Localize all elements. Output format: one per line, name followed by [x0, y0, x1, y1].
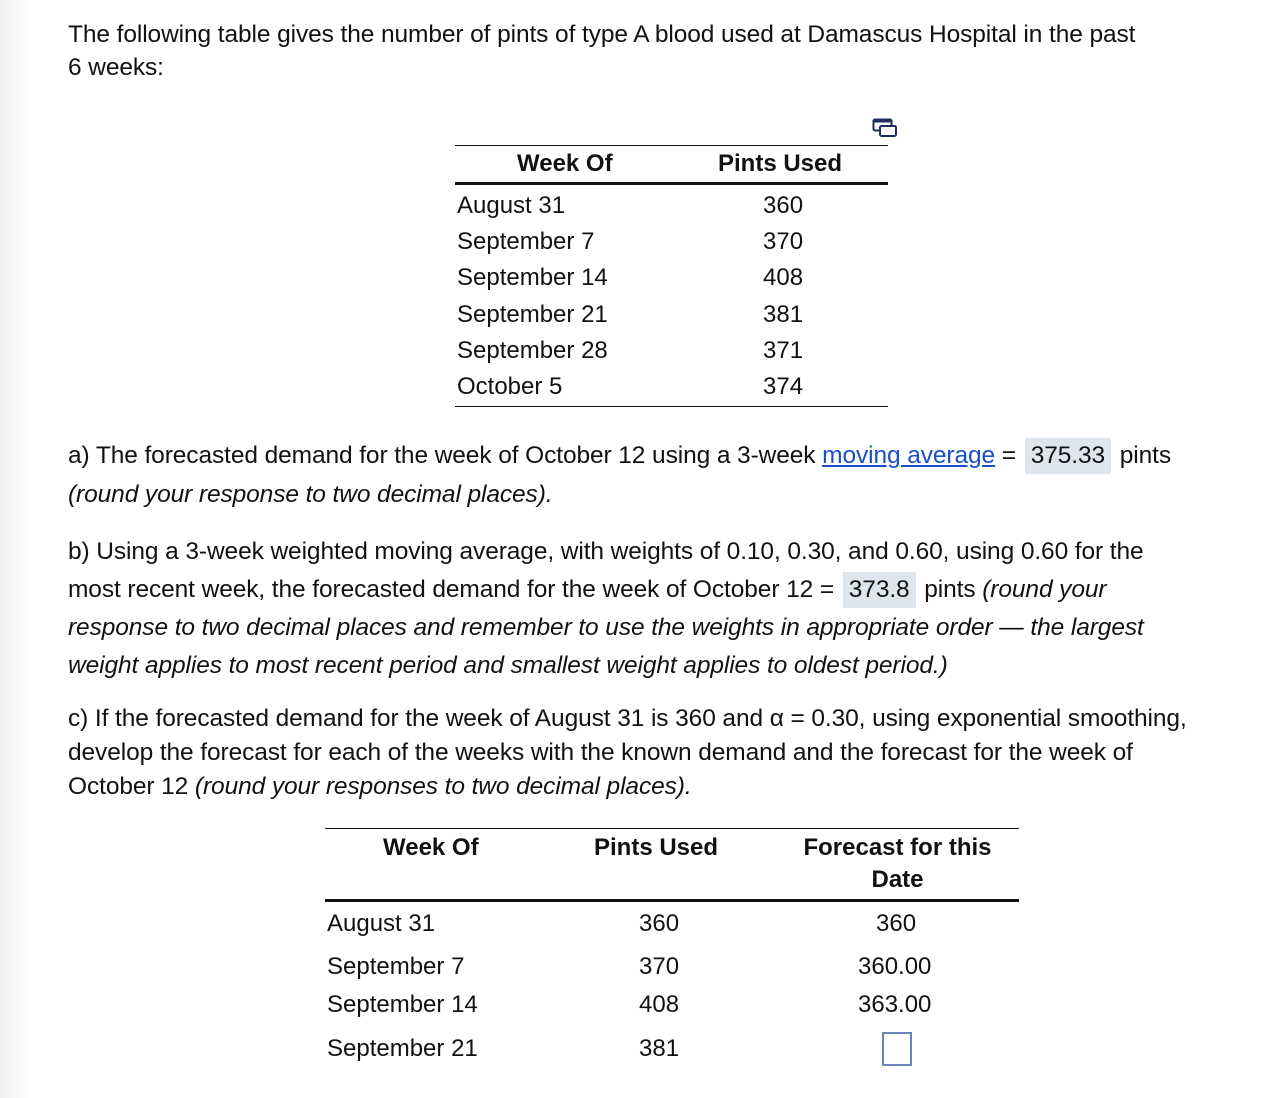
table-header: [455, 145, 888, 185]
part-c-line-1: c) If the forecasted demand for the week of August 31 is 360 and α = 0.30, using exponential smoothing,: [68, 705, 1187, 732]
table-row: [455, 225, 888, 261]
week-cell: September 7: [327, 953, 465, 980]
table-bottom-rule: [455, 406, 888, 407]
intro-text: [68, 18, 1248, 84]
header-forecast-line-1: Forecast for this: [803, 834, 992, 861]
week-cell: September 28: [457, 336, 608, 364]
pints-cell: 374: [763, 372, 804, 400]
moving-average-link[interactable]: moving average: [822, 442, 996, 469]
pints-cell: 360: [763, 192, 804, 219]
part-a-question: [68, 436, 1258, 514]
week-cell: September 14: [457, 264, 608, 292]
table-header: [325, 828, 1019, 902]
part-b-line-2: most recent week, the forecasted demand for the week of October 12 =: [68, 576, 841, 603]
part-c-note: (round your responses to two decimal places).: [194, 773, 692, 800]
forecast-cell: 363.00: [858, 991, 932, 1018]
table-row: [455, 334, 888, 370]
intro-line-2: 6 weeks:: [68, 54, 164, 81]
week-cell: October 5: [457, 372, 563, 400]
part-c-question: [68, 702, 1278, 804]
part-b-dash: —: [992, 614, 1031, 641]
table-row: [455, 298, 888, 334]
forecast-cell: 360: [876, 910, 917, 937]
part-b-answer[interactable]: 373.8: [843, 572, 916, 608]
intro-line-1: The following table gives the number of pints of type A blood used at Damascus Hospital in the past: [68, 21, 1136, 48]
part-b-note-3: the largest: [1030, 614, 1144, 641]
part-b-unit: pints: [917, 576, 983, 603]
forecast-input-september-21[interactable]: [882, 1032, 912, 1066]
header-forecast: [790, 834, 1005, 898]
part-a-equals: =: [995, 442, 1023, 469]
pints-cell: 360: [639, 910, 680, 937]
header-forecast-line-2: Date: [871, 866, 924, 893]
pints-cell: 381: [763, 300, 804, 328]
pints-cell: 370: [763, 228, 804, 256]
left-edge-shadow: [0, 0, 30, 1098]
week-cell: September 7: [457, 228, 595, 256]
part-a-prefix: a) The forecasted demand for the week of October 12 using a 3-week: [68, 442, 823, 469]
pints-cell: 408: [763, 264, 804, 292]
week-cell: August 31: [457, 192, 566, 219]
forecast-cell: 360.00: [858, 953, 932, 980]
pints-cell: 381: [639, 1035, 680, 1062]
part-b-line-1: b) Using a 3-week weighted moving average, with weights of 0.10, 0.30, and 0.60, using 0.60 for the: [68, 538, 1144, 565]
part-b-question: [68, 533, 1248, 685]
header-pints-used: Pints Used: [718, 150, 843, 177]
pints-cell: 370: [639, 953, 680, 980]
part-b-note-1: (round your: [982, 576, 1107, 603]
part-b-note-4: weight applies to most recent period and smallest weight applies to oldest period.): [68, 652, 948, 679]
header-pints-used: Pints Used: [594, 834, 719, 861]
header-week-of: Week Of: [383, 834, 479, 861]
part-a-unit: pints: [1113, 442, 1172, 469]
part-a-answer[interactable]: 375.33: [1025, 438, 1111, 474]
header-week-of: Week Of: [517, 150, 613, 177]
week-cell: September 14: [327, 991, 478, 1018]
copy-table-icon[interactable]: [872, 118, 898, 138]
week-cell: September 21: [327, 1035, 478, 1062]
part-a-note: (round your response to two decimal places).: [68, 481, 553, 508]
table-row: [455, 189, 888, 225]
table-row: [455, 370, 888, 406]
blood-usage-table: [455, 145, 888, 407]
table-row: [455, 261, 888, 297]
part-b-note-2: response to two decimal places and remember to use the weights in appropriate order: [68, 614, 993, 641]
pints-cell: 371: [763, 336, 804, 364]
exponential-smoothing-table: [325, 828, 1019, 1062]
week-cell: September 21: [457, 300, 608, 328]
part-c-line-3: October 12: [68, 773, 195, 800]
pints-cell: 408: [639, 991, 680, 1018]
week-cell: August 31: [327, 910, 436, 937]
part-c-line-2: develop the forecast for each of the weeks with the known demand and the forecast for the week of: [68, 739, 1133, 766]
